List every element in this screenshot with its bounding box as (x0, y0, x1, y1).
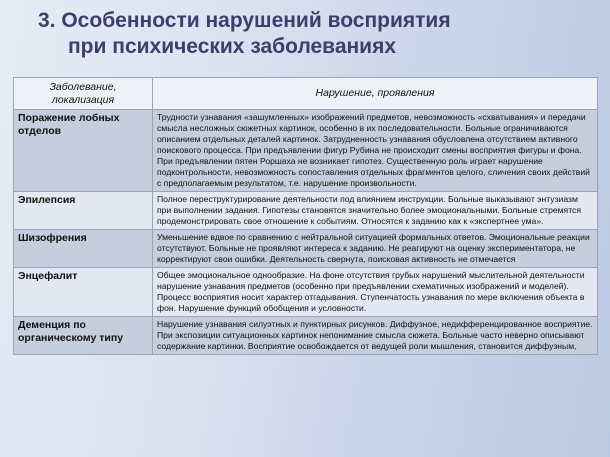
description-cell: Нарушение узнавания силуэтных и пунктирных рисунков. Диффузное, недифференцированное восприятие. При экспозиции ситуационных картинок непонимание смысла сюжета. Больные часто неверно описывают содержание картинки. Восприятие освобождается от ведущей роли мышления, становится диффузным, (153, 317, 598, 355)
disease-cell: Шизофрения (14, 230, 153, 268)
page-title (38, 8, 598, 60)
disorders-table (13, 77, 598, 355)
disease-cell: Эпилепсия (14, 192, 153, 230)
table-row (14, 110, 598, 192)
table-header-row (14, 78, 598, 110)
table-row (14, 192, 598, 230)
disease-cell: Энцефалит (14, 268, 153, 317)
title-line-1: 3. Особенности нарушений восприятия (38, 9, 451, 32)
header-disease: Заболевание, локализация (14, 78, 153, 110)
description-cell: Общее эмоциональное однообразие. На фоне отсутствия грубых нарушений мыслительной деятельности нарушение узнавания предметов (особенно при предъявлении схематичных изображений и моделей). Процесс восприятия носит характер отгадывания. Ступенчатость узнавания по мере включения объекта в фон. Нарушение функций обобщения и условности. (153, 268, 598, 317)
table-row (14, 268, 598, 317)
table-row (14, 230, 598, 268)
header-manifestations: Нарушение, проявления (153, 78, 598, 110)
description-cell: Полное переструктурирование деятельности под влиянием инструкции. Больные выказывают энтузиазм при выполнении задания. Гипотезы становятся значительно более эмоциональными. Больные стремятся продемонстрировать свое отношение к событиям. Относятся к заданию как к «экспертнее ума». (153, 192, 598, 230)
table-row (14, 317, 598, 355)
description-cell: Трудности узнавания «зашумленных» изображений предметов, невозможность «схватывания» и передачи смысла несложных сюжетных картинок, особенно в их последовательности. Больные ограничиваются описанием отдельных деталей картинок. Затрудненность узнавания обусловлена отсутствием активного поискового процесса. При предъявлении фигур Рубина не происходит смены восприятия фигуры и фона. При предъявлении пятен Роршаха не возникает гипотез. Существенную роль играет нарушение подконтрольности, невозможность сопоставления отдельных фрагментов целого, сличения своих действий с предполагаемым результатом, т.е. нарушение произвольности. (153, 110, 598, 192)
disease-cell: Поражение лобных отделов (14, 110, 153, 192)
title-line-2: при психических заболеваниях (68, 35, 397, 58)
disease-cell: Деменция по органическому типу (14, 317, 153, 355)
description-cell: Уменьшение вдвое по сравнению с нейтральной ситуацией формальных ответов. Эмоциональные реакции отсутствуют. Больные не проявляют интереса к заданию. Не реагируют на оценку экспериментатора, не корректируют свои ошибки. Деятельность свернута, поисковая активность не отмечается (153, 230, 598, 268)
